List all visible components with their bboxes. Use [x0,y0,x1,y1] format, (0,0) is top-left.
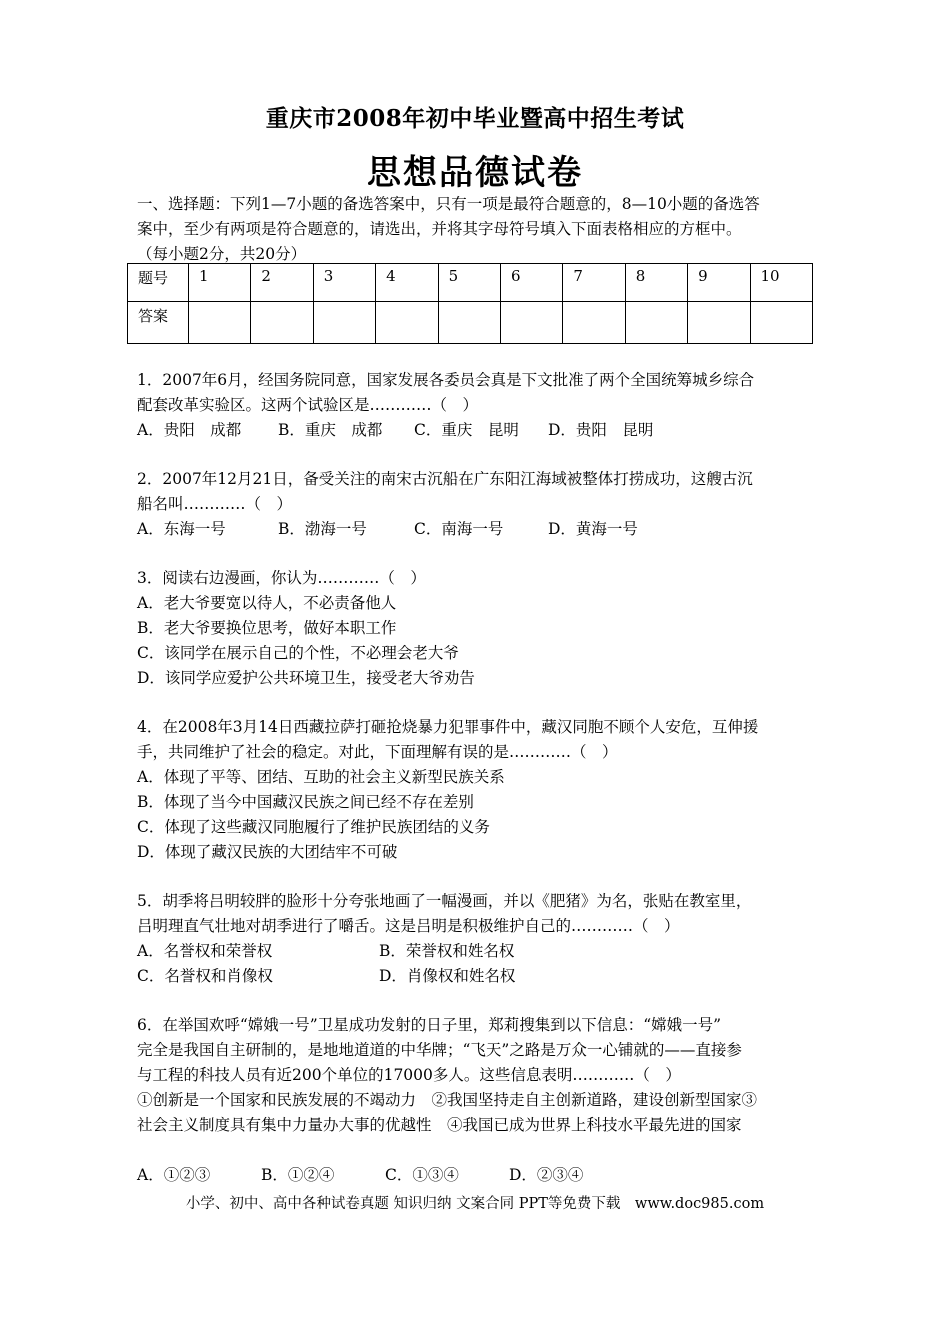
question-options [137,418,819,443]
question-text: 手，共同维护了社会的稳定。对此，下面理解有误的是…………（ ） [137,743,618,761]
option-a[interactable]: A．老大爷要宽以待人，不必责备他人 [137,594,397,612]
question-options [137,517,819,542]
option-b[interactable]: B．老大爷要换位思考，做好本职工作 [137,619,397,637]
answer-cell[interactable] [500,302,562,344]
question-text: 吕明理直气壮地对胡季进行了嚼舌。这是吕明是积极维护自己的…………（ ） [137,917,680,935]
exam-title: 重庆市2008年初中毕业暨高中招生考试 [265,105,685,132]
answer-cell[interactable] [563,302,625,344]
question-number-cell: 6 [500,264,562,302]
answer-table [127,263,813,344]
question-number-cell: 7 [563,264,625,302]
option-a[interactable]: A．名誉权和荣誉权 [137,942,273,960]
option-c[interactable]: C．①③④ [385,1166,459,1184]
question-text: 5．胡季将吕明较胖的脸形十分夸张地画了一幅漫画，并以《肥猪》为名，张贴在教室里， [137,892,752,910]
question-number-cell: 3 [313,264,375,302]
answer-cell[interactable] [750,302,812,344]
question-text: 3．阅读右边漫画，你认为…………（ ） [137,569,426,587]
question-text: 1．2007年6月，经国务院同意，国家发展各委员会真是下文批准了两个全国统筹城乡综合 [137,371,755,389]
question-3 [137,566,819,691]
option-b[interactable]: B．体现了当今中国藏汉民族之间已经不存在差别 [137,793,474,811]
option-b[interactable]: B．渤海一号 [278,520,367,538]
option-c[interactable]: C．体现了这些藏汉同胞履行了维护民族团结的义务 [137,818,490,836]
question-number-cell: 9 [688,264,750,302]
option-b[interactable]: B．①②④ [261,1166,335,1184]
option-c[interactable]: C．南海一号 [414,520,504,538]
question-options [137,1163,819,1188]
option-d[interactable]: D．贵阳 昆明 [548,421,654,439]
answer-table-answer-row [128,302,813,344]
question-text: 配套改革实验区。这两个试验区是…………（ ） [137,396,479,414]
question-6 [137,1013,819,1138]
option-b[interactable]: B．荣誉权和姓名权 [379,942,515,960]
question-number-cell: 10 [750,264,812,302]
answer-cell[interactable] [688,302,750,344]
answer-cell[interactable] [438,302,500,344]
option-c[interactable]: C．名誉权和肖像权 [137,967,273,985]
answer-cell[interactable] [189,302,251,344]
section-instructions [137,192,819,267]
exam-subtitle: 思想品德试卷 [367,153,583,193]
question-6-options [137,1163,819,1188]
answer-cell[interactable] [313,302,375,344]
question-statement: 社会主义制度具有集中力量办大事的优越性 ④我国已成为世界上科技水平最先进的国家 [137,1116,742,1134]
option-c[interactable]: C．重庆 昆明 [414,421,519,439]
question-text: 6．在举国欢呼“嫦娥一号”卫星成功发射的日子里，郑莉搜集到以下信息：“嫦娥一号” [137,1016,722,1034]
option-c[interactable]: C．该同学在展示自己的个性，不必理会老大爷 [137,644,459,662]
option-d[interactable]: D．肖像权和姓名权 [379,967,516,985]
answer-cell[interactable] [625,302,687,344]
option-b[interactable]: B．重庆 成都 [278,421,383,439]
question-text: 与工程的科技人员有近200个单位的17000多人。这些信息表明…………（ ） [137,1066,681,1084]
answer-cell[interactable] [251,302,313,344]
option-a[interactable]: A．东海一号 [137,520,226,538]
option-a[interactable]: A．①②③ [137,1166,211,1184]
question-statement: ①创新是一个国家和民族发展的不竭动力 ②我国坚持走自主创新道路，建设创新型国家③ [137,1091,758,1109]
question-2 [137,467,819,542]
question-number-cell: 4 [376,264,438,302]
instructions-line: 一、选择题：下列1—7小题的备选答案中，只有一项是最符合题意的，8—10小题的备选答 [137,195,760,213]
row-label: 答案 [128,302,189,344]
page-footer: 小学、初中、高中各种试卷真题 知识归纳 文案合同 PPT等免费下载 www.doc985.com [185,1196,765,1212]
question-number-cell: 8 [625,264,687,302]
question-number-cell: 2 [251,264,313,302]
option-d[interactable]: D．②③④ [509,1166,584,1184]
instructions-line: 案中，至少有两项是符合题意的，请选出，并将其字母符号填入下面表格相应的方框中。 [137,220,742,238]
question-4 [137,715,819,865]
option-d[interactable]: D．体现了藏汉民族的大团结牢不可破 [137,843,398,861]
answer-cell[interactable] [376,302,438,344]
instructions-line: （每小题2分，共20分） [137,245,307,263]
question-text: 4．在2008年3月14日西藏拉萨打砸抢烧暴力犯罪事件中，藏汉同胞不顾个人安危，互伸援 [137,718,759,736]
answer-table-number-row [128,264,813,302]
question-options [137,939,819,964]
question-text: 完全是我国自主研制的，是地地道道的中华牌；“飞天”之路是万众一心铺就的——直接参 [137,1041,742,1059]
question-1 [137,368,819,443]
option-a[interactable]: A．体现了平等、团结、互助的社会主义新型民族关系 [137,768,505,786]
question-text: 2．2007年12月21日，备受关注的南宋古沉船在广东阳江海域被整体打捞成功，这艘古沉 [137,470,753,488]
option-a[interactable]: A．贵阳 成都 [137,421,242,439]
row-label: 题号 [128,264,189,302]
question-options [137,964,819,989]
option-d[interactable]: D．黄海一号 [548,520,638,538]
question-text: 船名叫…………（ ） [137,495,293,513]
option-d[interactable]: D．该同学应爱护公共环境卫生，接受老大爷劝告 [137,669,475,687]
question-number-cell: 5 [438,264,500,302]
question-number-cell: 1 [189,264,251,302]
question-5 [137,889,819,989]
